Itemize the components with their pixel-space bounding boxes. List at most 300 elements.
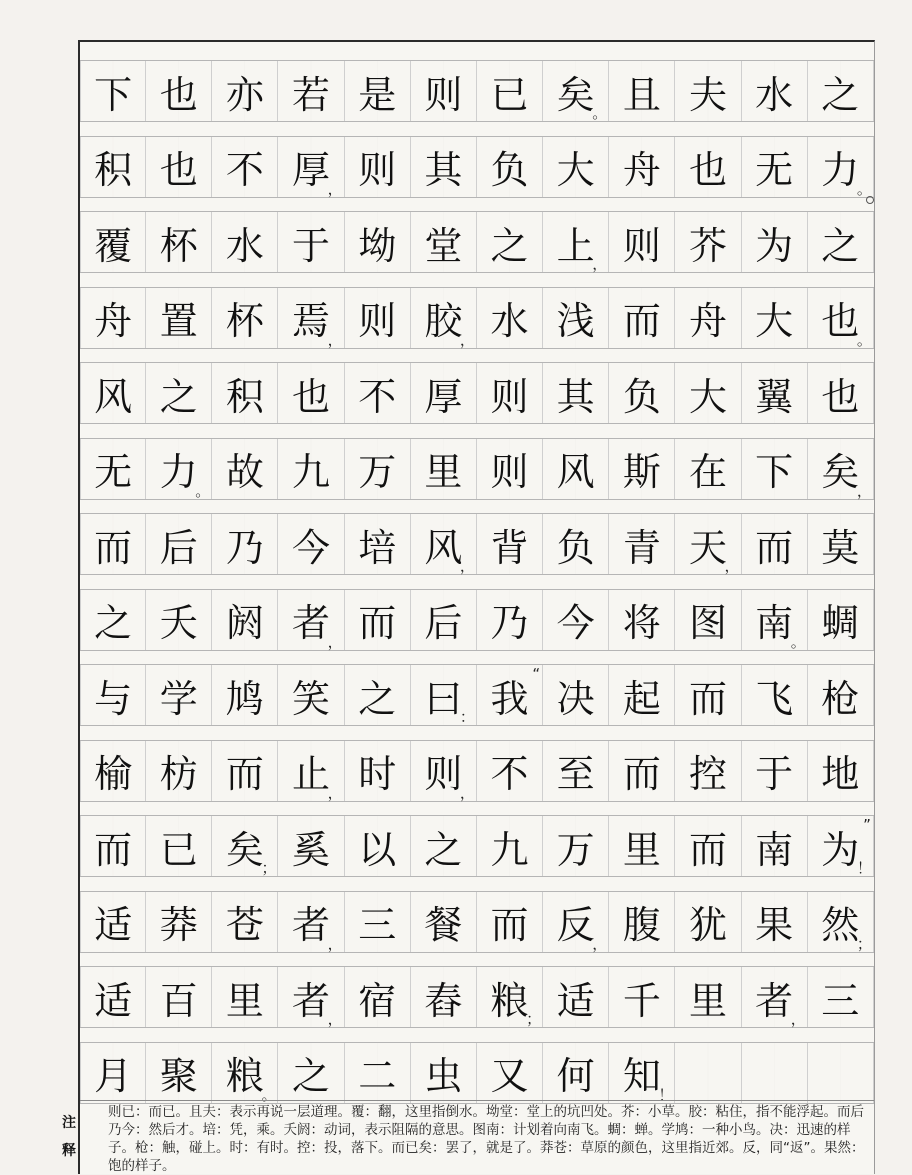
character-glyph: 控 (688, 752, 727, 796)
character-cell (411, 665, 477, 725)
character-glyph: 则 (358, 148, 397, 192)
character-glyph: 而 (622, 299, 661, 343)
character-glyph: 斯 (622, 450, 661, 494)
character-glyph: 者 (292, 601, 331, 645)
character-cell (609, 212, 675, 272)
character-glyph: 蜩 (821, 601, 860, 645)
annotation-label-char: 注 (62, 1115, 76, 1131)
character-cell (345, 61, 411, 121)
character-glyph: 大 (688, 374, 727, 419)
character-glyph: 知 (622, 1054, 661, 1098)
character-glyph: 积 (225, 374, 264, 419)
character-cell (146, 212, 212, 272)
character-glyph: 覆 (94, 223, 133, 268)
punctuation-mark: 。 (261, 1085, 277, 1104)
character-glyph: 南 (755, 601, 794, 645)
character-cell (212, 363, 278, 423)
annotation-label (62, 1109, 80, 1165)
character-glyph: 南 (755, 827, 794, 872)
character-cell (609, 61, 675, 121)
character-glyph: 而 (358, 601, 397, 645)
character-cell (808, 1043, 874, 1103)
character-glyph: 三 (358, 903, 397, 947)
punctuation-mark: ， (856, 481, 872, 500)
character-glyph: 风 (94, 374, 133, 419)
character-cell (609, 967, 675, 1027)
character-cell (278, 665, 344, 725)
character-cell (609, 892, 675, 952)
character-glyph: 杯 (225, 299, 264, 343)
character-cell (675, 665, 741, 725)
character-cell (477, 288, 543, 348)
character-cell (543, 741, 609, 801)
character-cell (477, 590, 543, 650)
character-cell (146, 61, 212, 121)
character-cell (345, 212, 411, 272)
character-cell (278, 741, 344, 801)
character-glyph: 舟 (622, 148, 661, 192)
character-cell (543, 665, 609, 725)
character-glyph: 风 (424, 525, 463, 570)
character-cell (477, 212, 543, 272)
character-cell (278, 1043, 344, 1103)
character-cell (675, 816, 741, 876)
character-cell (543, 61, 609, 121)
character-glyph: 反 (556, 903, 595, 947)
character-glyph: 而 (94, 827, 133, 872)
character-glyph: 舟 (688, 299, 727, 343)
character-cell (345, 590, 411, 650)
character-glyph: 已 (490, 72, 529, 117)
character-cell (742, 439, 808, 499)
character-glyph: 之 (94, 601, 133, 645)
punctuation-mark: ， (790, 1010, 806, 1028)
character-cell (212, 514, 278, 574)
character-cell (345, 514, 411, 574)
punctuation-mark: ， (459, 330, 475, 349)
character-cell (742, 514, 808, 574)
character-glyph: 而 (225, 752, 264, 796)
character-glyph: 后 (159, 525, 198, 570)
character-glyph: 里 (424, 450, 463, 494)
character-cell (675, 288, 741, 348)
character-cell (543, 439, 609, 499)
character-glyph: 后 (424, 601, 463, 645)
character-cell (411, 137, 477, 197)
character-cell (80, 665, 146, 725)
character-glyph: 将 (622, 601, 661, 645)
character-glyph: 无 (755, 148, 794, 192)
character-glyph: 且 (622, 72, 661, 117)
character-glyph: 九 (490, 827, 529, 872)
character-glyph: 也 (159, 72, 198, 117)
character-cell (80, 212, 146, 272)
character-glyph: 之 (821, 72, 860, 117)
grid-row (80, 966, 874, 1028)
character-cell (675, 892, 741, 952)
grid-row (80, 740, 874, 802)
character-cell (808, 212, 874, 272)
character-cell (411, 61, 477, 121)
character-glyph: 以 (358, 827, 397, 872)
punctuation-mark: ； (856, 934, 872, 953)
character-cell (212, 137, 278, 197)
character-glyph: 果 (755, 903, 794, 947)
character-cell (742, 590, 808, 650)
character-cell (278, 590, 344, 650)
character-cell (80, 363, 146, 423)
character-cell (609, 816, 675, 876)
character-glyph: 犹 (688, 903, 727, 947)
character-glyph: 于 (292, 223, 331, 268)
character-glyph: 莽 (159, 903, 198, 947)
character-glyph: 上 (556, 223, 595, 268)
character-glyph: 矣 (556, 72, 595, 117)
character-glyph: 其 (424, 148, 463, 192)
character-cell (345, 439, 411, 499)
character-glyph: 则 (490, 374, 529, 419)
character-cell (345, 665, 411, 725)
character-cell (808, 439, 874, 499)
character-cell (808, 590, 874, 650)
character-glyph: 则 (424, 752, 463, 796)
character-glyph: 里 (688, 978, 727, 1023)
character-glyph: 芥 (688, 223, 727, 268)
grid-row (80, 589, 874, 651)
character-cell (742, 137, 808, 197)
character-cell (212, 741, 278, 801)
grid-row (80, 60, 874, 122)
character-cell (477, 816, 543, 876)
character-cell (675, 1043, 741, 1103)
character-cell (345, 288, 411, 348)
character-glyph: 故 (225, 450, 264, 494)
character-glyph: 至 (556, 752, 595, 796)
character-cell (146, 967, 212, 1027)
character-glyph: 决 (556, 676, 595, 721)
character-cell (411, 892, 477, 952)
character-cell (80, 439, 146, 499)
character-cell (212, 288, 278, 348)
character-cell (411, 590, 477, 650)
punctuation-mark: ， (327, 632, 343, 651)
character-cell (675, 61, 741, 121)
character-cell (80, 1043, 146, 1103)
character-glyph: 地 (821, 752, 860, 796)
character-cell (146, 137, 212, 197)
grid-row (80, 136, 874, 198)
character-glyph: 则 (622, 223, 661, 268)
character-glyph: 无 (94, 450, 133, 494)
character-cell (477, 61, 543, 121)
character-cell (212, 892, 278, 952)
character-cell (345, 967, 411, 1027)
character-cell (609, 741, 675, 801)
character-cell (742, 288, 808, 348)
character-glyph: 适 (94, 903, 133, 947)
character-cell (675, 967, 741, 1027)
character-glyph: 百 (159, 978, 198, 1023)
character-glyph: 夭 (159, 601, 198, 645)
copybook-sheet (62, 40, 875, 1174)
annotation-text: 则已：而已。且夫：表示再说一层道理。覆：翻，这里指倒水。坳堂：堂上的坑凹处。芥：小草。胶：粘住，指不能浮起。而后乃今：然后才。培：凭，乘。夭阏：动词，表示阻隔的意思。图南：计划着向南飞。蜩：蝉。学鸠：一种小鸟。决：迅速的样子。枪：触，碰上。时：有时。控：投，落下。而已矣：罢了，就是了。莽苍：草原的颜色，这里指近郊。反，同“返”。果然：饱的样子。 (108, 1104, 865, 1173)
grid-row (80, 513, 874, 575)
character-glyph: 而 (755, 525, 794, 570)
character-glyph: 曰 (424, 676, 463, 721)
character-cell (411, 212, 477, 272)
character-glyph: 莫 (821, 525, 860, 570)
character-cell (543, 137, 609, 197)
character-cell (411, 816, 477, 876)
character-cell (477, 363, 543, 423)
character-glyph: 而 (688, 827, 727, 872)
character-cell (80, 288, 146, 348)
character-cell (609, 1043, 675, 1103)
punctuation-mark: ， (724, 557, 740, 575)
character-cell (609, 363, 675, 423)
character-glyph: 也 (688, 148, 727, 192)
character-cell (675, 137, 741, 197)
character-cell (80, 967, 146, 1027)
character-cell (742, 741, 808, 801)
character-cell (212, 590, 278, 650)
character-glyph: 力 (821, 148, 860, 192)
character-glyph: 之 (821, 223, 860, 268)
character-glyph: 鸠 (225, 676, 264, 721)
character-cell (742, 892, 808, 952)
character-cell (278, 212, 344, 272)
character-glyph: 又 (490, 1054, 529, 1098)
character-cell (411, 1043, 477, 1103)
character-cell (543, 514, 609, 574)
character-glyph: 风 (556, 450, 595, 494)
character-glyph: 在 (688, 450, 727, 494)
character-glyph: 下 (755, 450, 794, 494)
character-cell (543, 212, 609, 272)
punctuation-mark: ， (327, 1010, 343, 1028)
character-cell (609, 665, 675, 725)
character-cell (146, 363, 212, 423)
character-glyph: 杯 (159, 223, 198, 268)
character-glyph: 水 (755, 72, 794, 117)
character-cell (411, 439, 477, 499)
character-glyph: 与 (94, 676, 133, 721)
character-cell (411, 288, 477, 348)
character-glyph: 适 (556, 978, 595, 1023)
character-glyph: 我 (490, 676, 529, 721)
character-cell (808, 892, 874, 952)
character-cell (609, 514, 675, 574)
character-glyph: 则 (358, 299, 397, 343)
punctuation-mark: ， (592, 934, 608, 953)
character-cell (477, 967, 543, 1027)
punctuation-mark: 。 (856, 330, 872, 349)
character-glyph: 三 (821, 978, 860, 1023)
character-glyph: 为 (755, 223, 794, 268)
grid-row (80, 891, 874, 953)
character-glyph: 今 (292, 525, 331, 570)
character-cell (278, 439, 344, 499)
character-glyph: 厚 (424, 374, 463, 419)
character-cell (609, 137, 675, 197)
character-glyph: 焉 (292, 299, 331, 343)
character-cell (808, 61, 874, 121)
character-glyph: 万 (358, 450, 397, 494)
character-cell (609, 288, 675, 348)
character-cell (345, 892, 411, 952)
character-glyph: 若 (292, 72, 331, 117)
character-glyph: 飞 (755, 676, 794, 721)
character-glyph: 翼 (755, 374, 794, 419)
character-glyph: 而 (490, 903, 529, 947)
character-cell (742, 61, 808, 121)
character-glyph: 而 (688, 676, 727, 721)
character-glyph: 乃 (225, 525, 264, 570)
character-cell (345, 816, 411, 876)
punctuation-mark: ： (459, 708, 475, 726)
punctuation-mark: 。 (790, 632, 806, 651)
character-cell (80, 514, 146, 574)
character-glyph: 为 (821, 827, 860, 872)
character-glyph: 枪 (821, 676, 860, 721)
punctuation-mark: ； (526, 1010, 542, 1028)
grid-row (80, 287, 874, 349)
character-glyph: 也 (159, 148, 198, 192)
character-glyph: 是 (358, 72, 397, 117)
character-cell (146, 892, 212, 952)
character-cell (80, 61, 146, 121)
punctuation-mark: ； (261, 859, 277, 877)
character-glyph: 里 (622, 827, 661, 872)
character-cell (146, 665, 212, 725)
character-cell (742, 967, 808, 1027)
character-glyph: 不 (490, 752, 529, 796)
character-glyph: 宿 (358, 978, 397, 1023)
character-cell (212, 816, 278, 876)
character-glyph: 也 (821, 299, 860, 343)
character-glyph: 负 (556, 525, 595, 570)
character-glyph: 乃 (490, 601, 529, 645)
character-cell (80, 590, 146, 650)
character-grid (80, 60, 874, 1117)
character-glyph: 何 (556, 1054, 595, 1098)
character-glyph: 者 (755, 978, 794, 1023)
character-glyph: 今 (556, 601, 595, 645)
character-cell (411, 363, 477, 423)
punctuation-mark: ， (327, 783, 343, 802)
character-glyph: 九 (292, 450, 331, 494)
punctuation-mark: ， (592, 255, 608, 273)
character-glyph: 大 (755, 299, 794, 343)
character-glyph: 之 (292, 1054, 331, 1098)
punctuation-mark: ， (327, 179, 343, 198)
punctuation-mark: ， (327, 330, 343, 349)
character-glyph: 水 (490, 299, 529, 343)
character-glyph: 夫 (688, 72, 727, 117)
character-cell (808, 137, 874, 197)
character-glyph: 舂 (424, 978, 463, 1023)
character-glyph: 榆 (94, 752, 133, 796)
character-glyph: 虫 (424, 1054, 463, 1098)
character-cell (146, 514, 212, 574)
character-cell (477, 1043, 543, 1103)
character-glyph: 之 (490, 223, 529, 268)
character-glyph: 之 (159, 374, 198, 419)
character-glyph: 千 (622, 978, 661, 1023)
character-cell (278, 363, 344, 423)
character-cell (543, 590, 609, 650)
character-glyph: 粮 (225, 1054, 264, 1098)
character-cell (477, 439, 543, 499)
character-glyph: 背 (490, 525, 529, 570)
punctuation-mark: ！ (856, 859, 872, 877)
character-glyph: 积 (94, 148, 133, 192)
character-glyph: 之 (424, 827, 463, 872)
punctuation-mark: 。 (195, 481, 211, 500)
punctuation-mark: ， (459, 783, 475, 802)
character-glyph: 则 (424, 72, 463, 117)
character-cell (411, 967, 477, 1027)
character-glyph: 阏 (225, 601, 264, 645)
grid-row (80, 1042, 874, 1104)
character-cell (146, 1043, 212, 1103)
character-glyph: 奚 (292, 827, 331, 872)
character-cell (742, 1043, 808, 1103)
character-cell (146, 590, 212, 650)
character-glyph: 月 (94, 1054, 133, 1098)
character-cell (543, 363, 609, 423)
character-glyph: 止 (292, 752, 331, 796)
character-glyph: 者 (292, 903, 331, 947)
character-cell (212, 212, 278, 272)
character-cell (675, 439, 741, 499)
character-cell (212, 61, 278, 121)
punctuation-mark: 。 (856, 179, 872, 198)
character-cell (543, 967, 609, 1027)
character-glyph: 置 (159, 299, 198, 343)
character-glyph: 其 (556, 374, 595, 419)
character-cell (345, 1043, 411, 1103)
character-glyph: 浅 (556, 299, 595, 343)
character-cell (278, 137, 344, 197)
character-cell (543, 816, 609, 876)
character-glyph: 厚 (292, 148, 331, 192)
character-glyph: 下 (94, 72, 133, 117)
character-cell (146, 816, 212, 876)
character-glyph: 亦 (225, 72, 264, 117)
character-cell (80, 741, 146, 801)
character-cell (477, 514, 543, 574)
character-glyph: 则 (490, 450, 529, 494)
annotation-section (62, 1100, 874, 1175)
character-cell (278, 514, 344, 574)
character-glyph: 坳 (358, 223, 397, 268)
character-glyph: 不 (225, 148, 264, 192)
character-glyph: 于 (755, 752, 794, 796)
character-glyph: 者 (292, 978, 331, 1023)
punctuation-mark: ， (459, 557, 475, 575)
character-glyph: 培 (358, 525, 397, 570)
quote-mark: “ (532, 665, 541, 683)
character-glyph: 矣 (821, 450, 860, 494)
character-glyph: 腹 (622, 903, 661, 947)
character-cell (345, 137, 411, 197)
character-glyph: 聚 (159, 1054, 198, 1098)
character-glyph: 里 (225, 978, 264, 1023)
character-glyph: 矣 (225, 827, 264, 872)
character-cell (808, 665, 874, 725)
character-glyph: 而 (622, 752, 661, 796)
